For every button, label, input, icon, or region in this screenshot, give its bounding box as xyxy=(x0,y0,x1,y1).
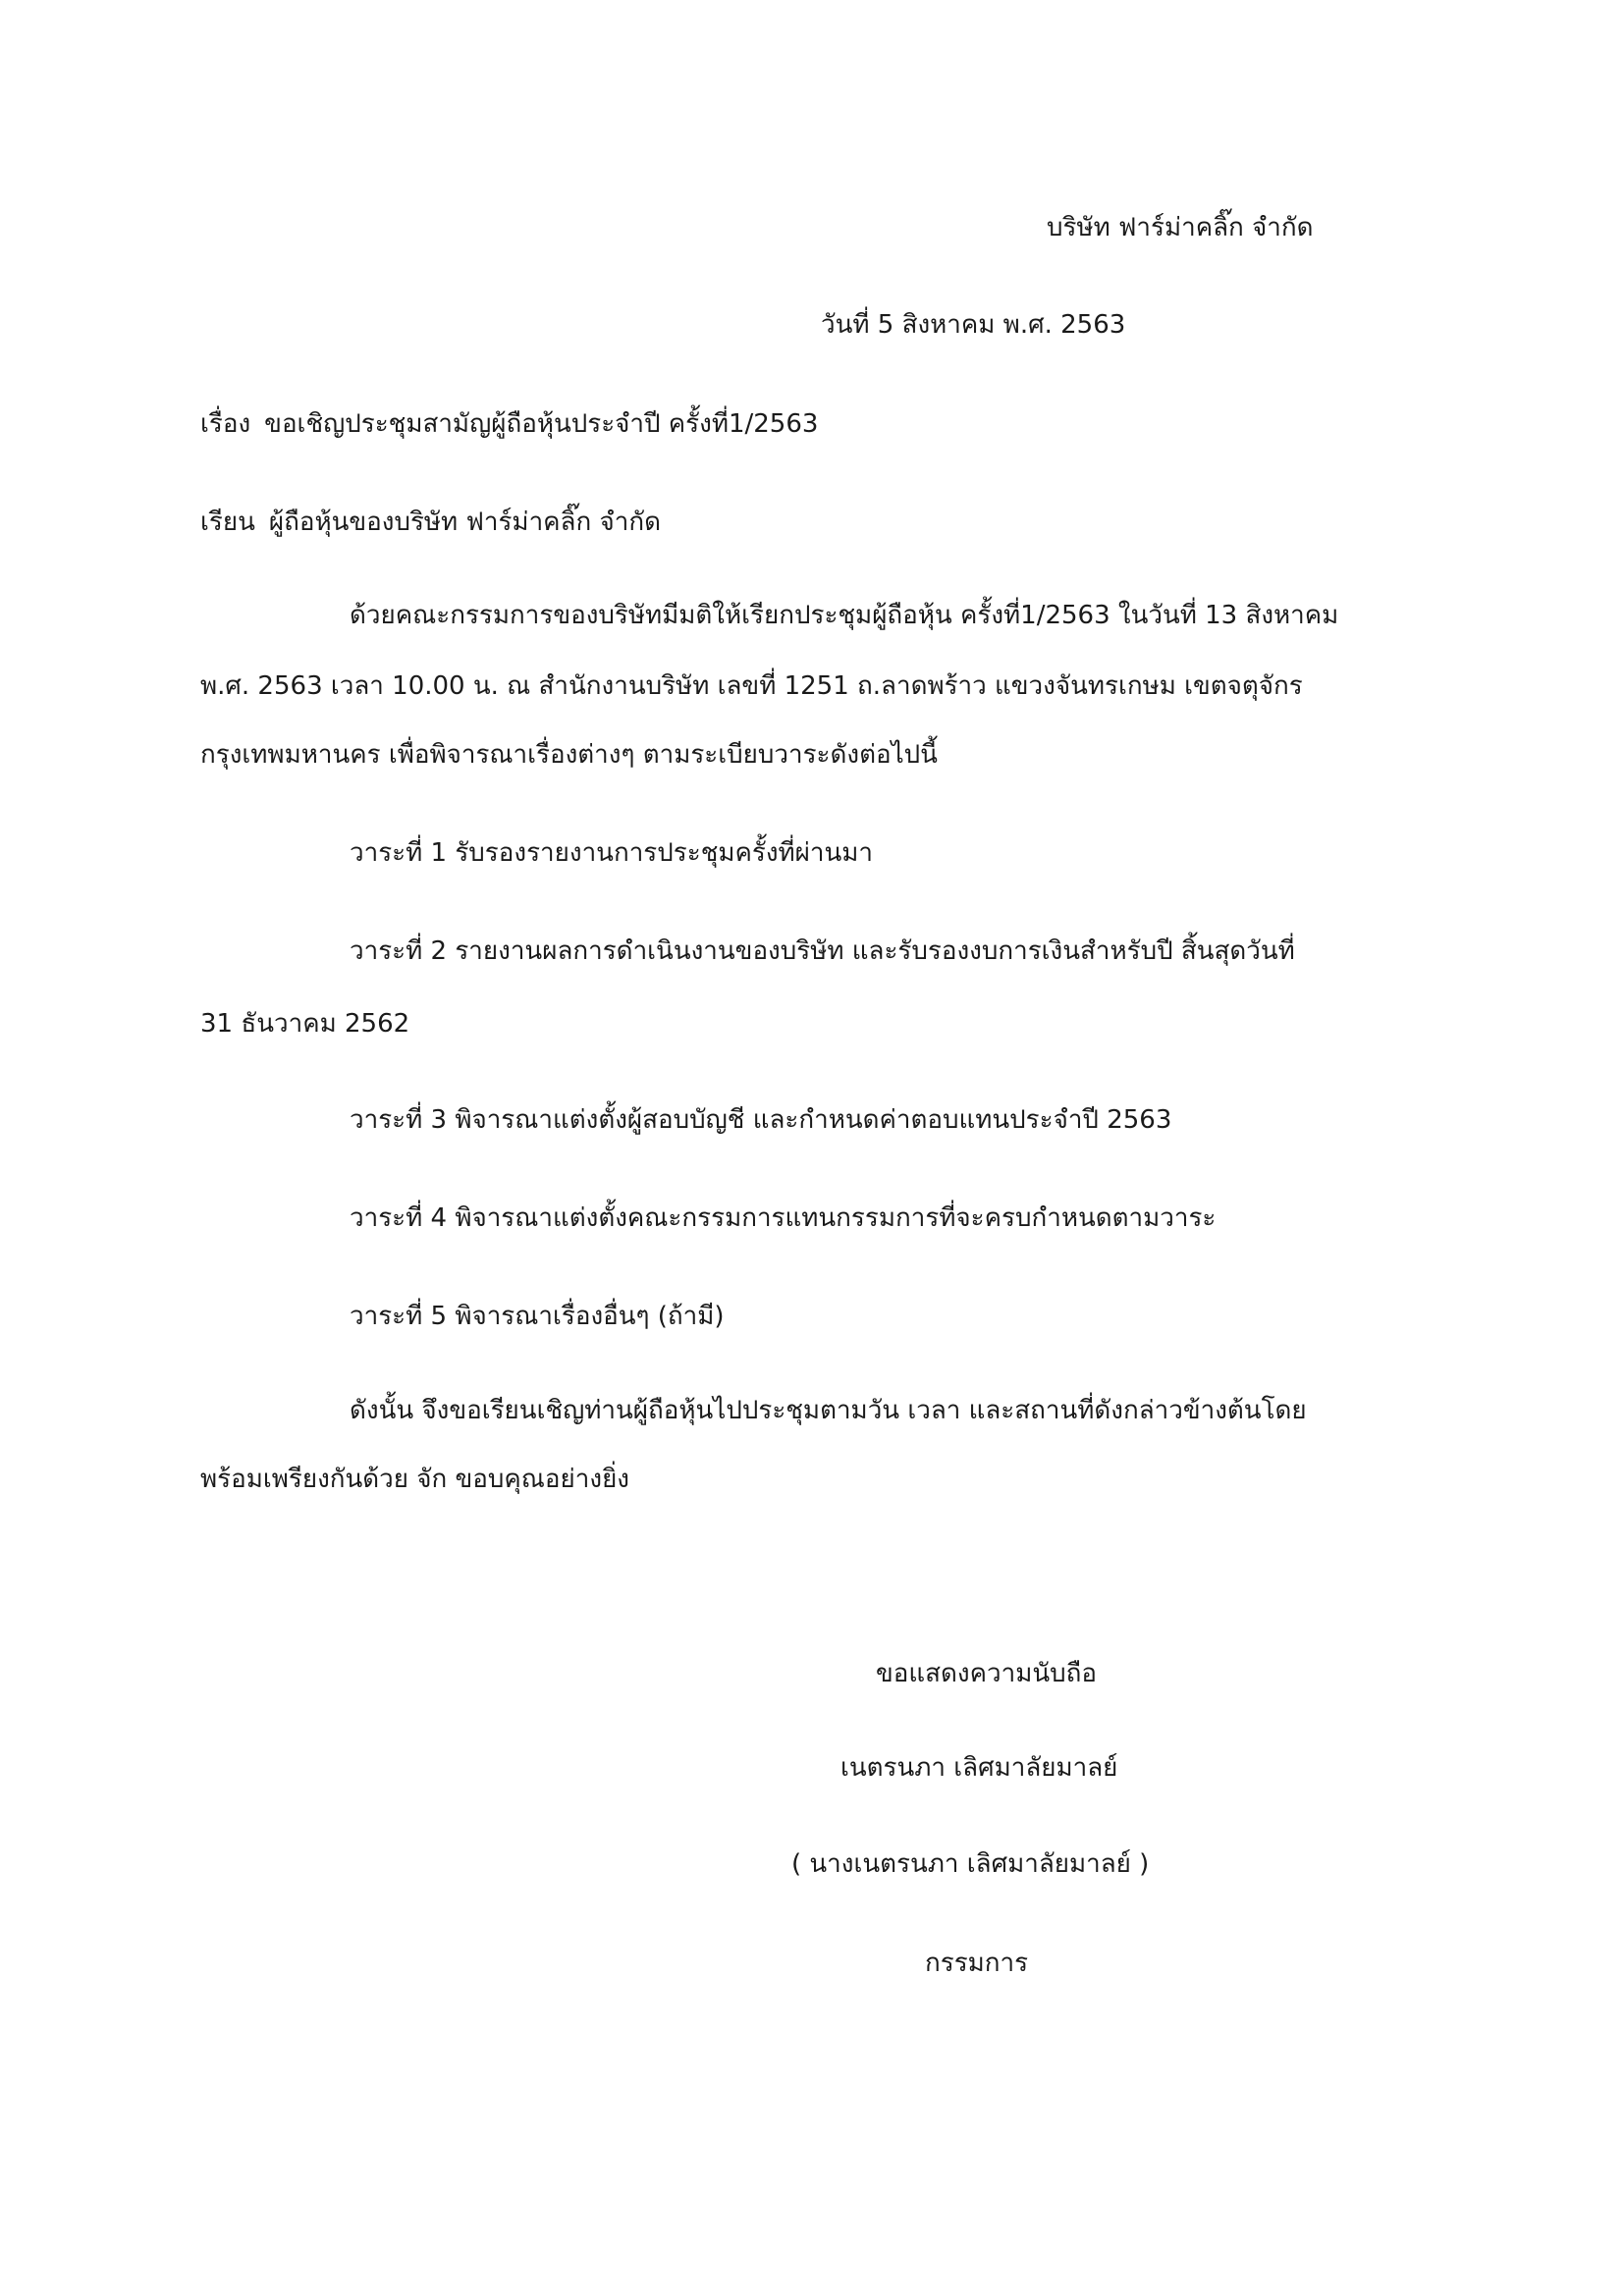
signature-name: เนตรนภา เลิศมาลัยมาลย์ xyxy=(840,1753,1118,1783)
intro-line-3: กรุงเทพมหานคร เพื่อพิจารณาเรื่องต่างๆ ตามระเบียบวาระดังต่อไปนี้ xyxy=(200,740,938,770)
closing-phrase: ขอแสดงความนับถือ xyxy=(876,1659,1097,1688)
subject-line xyxy=(200,411,818,437)
agenda-item-5: วาระที่ 5 พิจารณาเรื่องอื่นๆ (ถ้ามี) xyxy=(350,1302,725,1331)
subject-text: ขอเชิญประชุมสามัญผู้ถือหุ้นประจำปี ครั้งที่1/2563 xyxy=(264,409,819,439)
letter-date: วันที่ 5 สิงหาคม พ.ศ. 2563 xyxy=(821,310,1126,340)
conclusion-line-1: ดังนั้น จึงขอเรียนเชิญท่านผู้ถือหุ้นไปประชุมตามวัน เวลา และสถานที่ดังกล่าวข้างต้นโดย xyxy=(350,1396,1307,1425)
subject-label: เรื่อง xyxy=(200,409,251,439)
conclusion-line-2: พร้อมเพรียงกันด้วย จัก ขอบคุณอย่างยิ่ง xyxy=(200,1465,629,1494)
agenda-item-4: วาระที่ 4 พิจารณาแต่งตั้งคณะกรรมการแทนกรรมการที่จะครบกำหนดตามวาระ xyxy=(350,1203,1217,1233)
recipient-text: ผู้ถือหุ้นของบริษัท ฟาร์ม่าคลิ๊ก จำกัด xyxy=(268,507,661,537)
signer-full-name: ( นางเนตรนภา เลิศมาลัยมาลย์ ) xyxy=(791,1849,1150,1879)
agenda-item-1: วาระที่ 1 รับรองรายงานการประชุมครั้งที่ผ่านมา xyxy=(350,838,874,868)
signer-position: กรรมการ xyxy=(925,1949,1029,1978)
agenda-item-2-line-1: วาระที่ 2 รายงานผลการดำเนินงานของบริษัท และรับรองงบการเงินสำหรับปี สิ้นสุดวันที่ xyxy=(350,936,1295,966)
agenda-item-3: วาระที่ 3 พิจารณาแต่งตั้งผู้สอบบัญชี และกำหนดค่าตอบแทนประจำปี 2563 xyxy=(350,1105,1172,1135)
company-name: บริษัท ฟาร์ม่าคลิ๊ก จำกัด xyxy=(1047,213,1314,242)
recipient-line xyxy=(200,509,661,535)
intro-line-1: ด้วยคณะกรรมการของบริษัทมีมติให้เรียกประชุมผู้ถือหุ้น ครั้งที่1/2563 ในวันที่ 13 สิงหาคม xyxy=(350,601,1339,630)
agenda-item-2-line-2: 31 ธันวาคม 2562 xyxy=(200,1009,410,1039)
recipient-label: เรียน xyxy=(200,507,255,537)
intro-line-2: พ.ศ. 2563 เวลา 10.00 น. ณ สำนักงานบริษัท เลขที่ 1251 ถ.ลาดพร้าว แขวงจันทรเกษม เขตจตุจักร xyxy=(200,671,1303,701)
